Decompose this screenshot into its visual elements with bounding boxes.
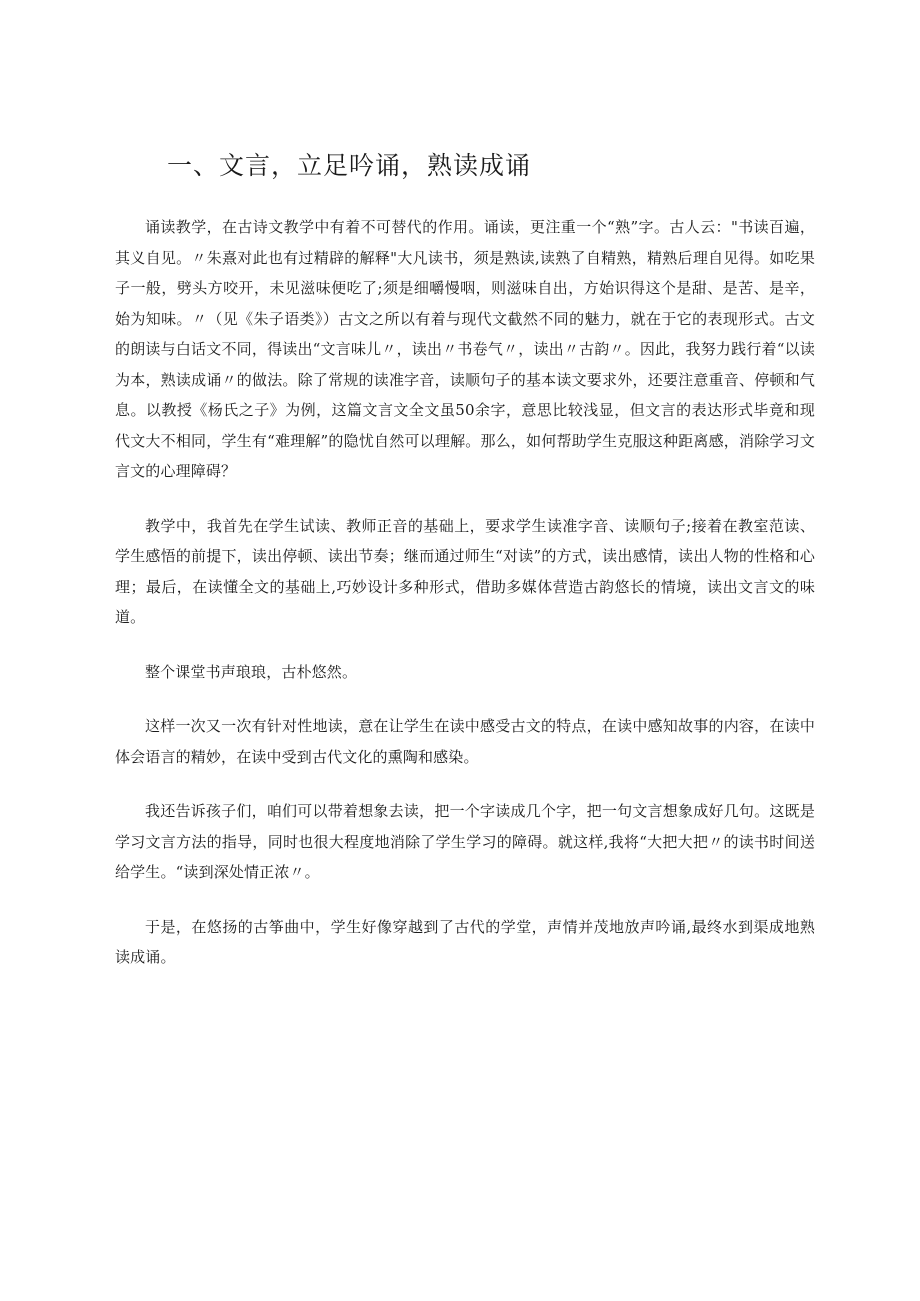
paragraph-teaching-steps: 教学中，我首先在学生试读、教师正音的基础上，要求学生读准字音、读顺句子;接着在教室范读、学生感悟的前提下，读出停顿、读出节奏；继而通过师生“对读”的方式，读出感情，读出人物的性格和心理；最后，在读懂全文的基础上,巧妙设计多种形式，借助多媒体营造古韵悠长的情境，读出文言文的味道。 (115, 516, 815, 626)
paragraph-reading-teaching: 诵读教学，在古诗文教学中有着不可替代的作用。诵读，更注重一个“熟”字。古人云："书读百遍，其义自见。〃朱熹对此也有过精辟的解释"大凡读书，须是熟读,读熟了自精熟，精熟后理自见得。如吃果子一般，劈头方咬开，未见滋味便吃了;须是细嚼慢咽，则滋味自出，方始识得这个是甜、是苦、是辛，始为知味。〃（见《朱子语类》）古文之所以有着与现代文截然不同的魅力，就在于它的表现形式。古文的朗读与白话文不同，得读出“文言味儿〃，读出〃书卷气〃，读出〃古韵〃。因此，我努力践行着“以读为本，熟读成诵〃的做法。除了常规的读准字音，读顺句子的基本读文要求外，还要注意重音、停顿和气息。以教授《杨氏之子》为例，这篇文言文全文虽50余字，意思比较浅显，但文言的表达形式毕竟和现代文大不相同，学生有“难理解”的隐忧自然可以理解。那么，如何帮助学生克服这种距离感，消除学习文言文的心理障碍？ (115, 218, 815, 480)
paragraph-targeted-reading: 这样一次又一次有针对性地读，意在让学生在读中感受古文的特点，在读中感知故事的内容，在读中体会语言的精妙，在读中受到古代文化的熏陶和感染。 (115, 717, 815, 766)
paragraph-imaginative-reading: 我还告诉孩子们，咱们可以带着想象去读，把一个字读成几个字，把一句文言想象成好几句。这既是学习文言方法的指导，同时也很大程度地消除了学生学习的障碍。就这样,我将“大把大把〃的读书时间送给学生。“读到深处情正浓〃。 (115, 802, 815, 881)
paragraph-conclusion: 于是，在悠扬的古筝曲中，学生好像穿越到了古代的学堂，声情并茂地放声吟诵,最终水到渠成地熟读成诵。 (115, 917, 815, 966)
paragraph-classroom-atmosphere: 整个课堂书声琅琅，古朴悠然。 (145, 662, 358, 681)
body-text (115, 212, 815, 973)
section-heading: 一、文言，立足吟诵，熟读成诵 (167, 151, 532, 180)
